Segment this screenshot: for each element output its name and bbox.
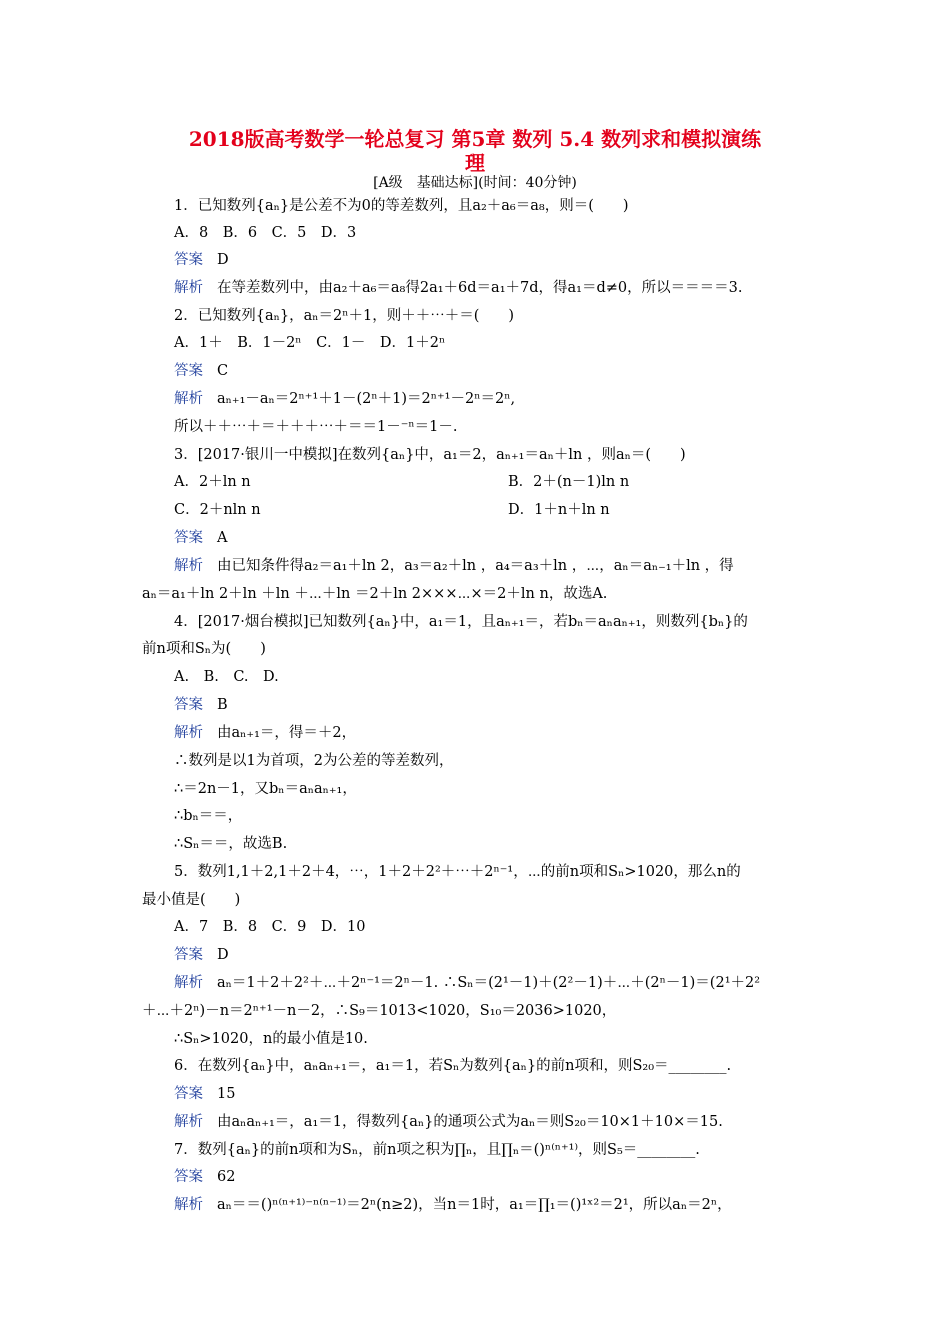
analysis-text: 由aₙ₊₁＝，得＝＋2， (217, 725, 357, 741)
analysis-text: aₙ₊₁－aₙ＝2ⁿ⁺¹＋1－(2ⁿ＋1)＝2ⁿ⁺¹－2ⁿ＝2ⁿ, (217, 391, 516, 407)
analysis-4-line5: ∴Sₙ＝＝，故选B. (174, 836, 288, 852)
analysis-label: 解析 (174, 1114, 203, 1130)
analysis-5-line3: ∴Sₙ>1020，n的最小值是10. (174, 1031, 368, 1047)
analysis-4-line4: ∴bₙ＝＝， (174, 808, 243, 824)
question-3-option-b: B．2＋(n－1)ln n (508, 474, 630, 490)
answer-label: 答案 (174, 1169, 203, 1185)
question-5: 5．数列1,1＋2,1＋2＋4，⋯，1＋2＋2²＋⋯＋2ⁿ⁻¹，⋯的前n项和Sₙ>1020，那么n的 (174, 864, 741, 880)
analysis-label: 解析 (174, 391, 203, 407)
doc-title-cont: 理 (465, 151, 485, 175)
answer-value: B (217, 697, 228, 713)
question-4-options: A. B. C. D. (174, 669, 279, 685)
question-3-option-a: A．2＋ln n (174, 474, 251, 490)
answer-7 (174, 1167, 235, 1187)
analysis-3 (174, 556, 734, 576)
question-5-cont: 最小值是( ) (142, 892, 241, 908)
answer-value: 62 (217, 1169, 236, 1185)
question-3-option-c: C．2＋nln n (174, 502, 261, 518)
question-4-cont: 前n项和Sₙ为( ) (142, 641, 266, 657)
answer-4 (174, 695, 228, 715)
analysis-label: 解析 (174, 558, 203, 574)
analysis-label: 解析 (174, 280, 203, 296)
answer-5 (174, 945, 229, 965)
analysis-text: 在等差数列中，由a₂＋a₆＝a₈得2a₁＋6d＝a₁＋7d，得a₁＝d≠0，所以＝＝＝＝3. (217, 280, 743, 296)
analysis-text: aₙ＝1＋2＋2²＋⋯＋2ⁿ⁻¹＝2ⁿ－1. ∴Sₙ＝(2¹－1)＋(2²－1)＋⋯＋(2ⁿ－1)＝(2¹＋2² (217, 975, 761, 991)
analysis-5 (174, 973, 760, 993)
answer-value: D (217, 252, 229, 268)
answer-2 (174, 361, 228, 381)
question-1-options: A．8 B．6 C．5 D．3 (174, 225, 357, 241)
answer-value: 15 (217, 1086, 236, 1102)
analysis-text: 由已知条件得a₂＝a₁＋ln 2，a₃＝a₂＋ln ，a₄＝a₃＋ln ，⋯，aₙ＝aₙ₋₁＋ln ，得 (217, 558, 734, 574)
answer-value: C (217, 363, 229, 379)
question-1: 1．已知数列{aₙ}是公差不为0的等差数列，且a₂＋a₆＝a₈，则＝( ) (174, 198, 629, 214)
question-2: 2．已知数列{aₙ}，aₙ＝2ⁿ＋1，则＋＋⋯＋＝( ) (174, 308, 515, 324)
question-6: 6．在数列{aₙ}中，aₙaₙ₊₁＝，a₁＝1，若Sₙ为数列{aₙ}的前n项和，则S₂₀＝________. (174, 1058, 732, 1074)
answer-3 (174, 528, 227, 548)
question-3: 3．[2017·银川一中模拟]在数列{aₙ}中，a₁＝2，aₙ₊₁＝aₙ＋ln ，则aₙ＝( ) (174, 447, 686, 463)
analysis-1 (174, 278, 742, 298)
analysis-7 (174, 1195, 732, 1215)
answer-label: 答案 (174, 1086, 203, 1102)
question-2-options: A．1＋ B．1－2ⁿ C．1－ D．1＋2ⁿ (174, 335, 446, 351)
analysis-text: aₙ＝＝()ⁿ⁽ⁿ⁺¹⁾⁻ⁿ⁽ⁿ⁻¹⁾＝2ⁿ(n≥2)，当n＝1时，a₁＝∏₁＝()¹ˣ²＝2¹，所以aₙ＝2ⁿ， (217, 1197, 732, 1213)
answer-value: A (217, 530, 228, 546)
analysis-4-line3: ∴＝2n－1，又bₙ＝aₙaₙ₊₁， (174, 781, 357, 797)
analysis-2-cont: 所以＋＋⋯＋＝＋＋＋⋯＋＝＝1－⁻ⁿ＝1－. (174, 419, 458, 435)
analysis-6 (174, 1112, 723, 1132)
question-5-options: A．7 B．8 C．9 D．10 (174, 919, 366, 935)
answer-label: 答案 (174, 530, 203, 546)
section-subtitle: [A级 基础达标](时间：40分钟) (373, 175, 577, 191)
answer-label: 答案 (174, 947, 203, 963)
answer-value: D (217, 947, 229, 963)
analysis-5-cont: ＋⋯＋2ⁿ)－n＝2ⁿ⁺¹－n－2，∴S₉＝1013<1020，S₁₀＝2036>1020， (142, 1003, 617, 1019)
answer-1 (174, 250, 229, 270)
answer-6 (174, 1084, 235, 1104)
answer-label: 答案 (174, 697, 203, 713)
analysis-2 (174, 389, 515, 409)
analysis-4-line2: ∴数列是以1为首项，2为公差的等差数列， (174, 753, 454, 769)
analysis-label: 解析 (174, 725, 203, 741)
question-4: 4．[2017·烟台模拟]已知数列{aₙ}中，a₁＝1，且aₙ₊₁＝，若bₙ＝aₙaₙ₊₁，则数列{bₙ}的 (174, 614, 748, 630)
analysis-label: 解析 (174, 975, 203, 991)
question-3-option-d: D．1＋n＋ln n (508, 502, 610, 518)
analysis-4 (174, 723, 356, 743)
answer-label: 答案 (174, 363, 203, 379)
answer-label: 答案 (174, 252, 203, 268)
analysis-label: 解析 (174, 1197, 203, 1213)
question-7: 7．数列{aₙ}的前n项和为Sₙ，前n项之积为∏ₙ，且∏ₙ＝()ⁿ⁽ⁿ⁺¹⁾，则S₅＝________. (174, 1142, 700, 1158)
analysis-3-cont: aₙ＝a₁＋ln 2＋ln ＋ln ＋⋯＋ln ＝2＋ln 2×××⋯×＝2＋ln n，故选A. (142, 586, 608, 602)
analysis-text: 由aₙaₙ₊₁＝，a₁＝1，得数列{aₙ}的通项公式为aₙ＝则S₂₀＝10×1＋10×＝15. (217, 1114, 723, 1130)
doc-title: 2018版高考数学一轮总复习 第5章 数列 5.4 数列求和模拟演练 (188, 127, 762, 151)
